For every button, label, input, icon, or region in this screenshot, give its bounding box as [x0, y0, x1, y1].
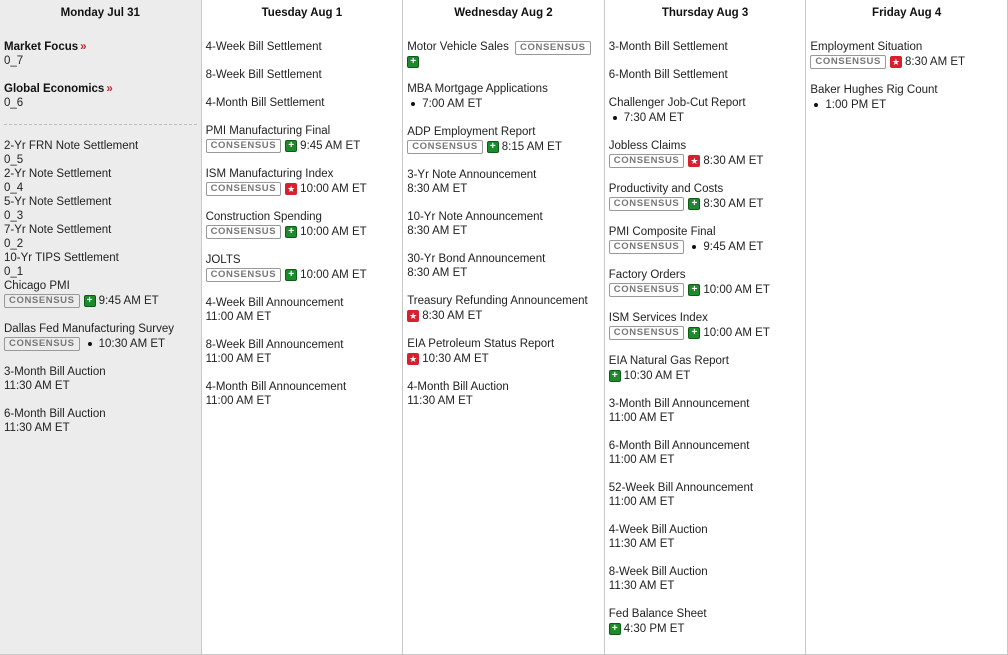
consensus-button[interactable]: CONSENSUS [609, 283, 685, 297]
event-link[interactable]: 10-Yr TIPS Settlement [4, 252, 119, 264]
event-item [206, 338, 403, 366]
event-item [206, 68, 403, 82]
event-link[interactable]: 3-Month Bill Announcement [608, 398, 750, 410]
event-item [609, 481, 806, 509]
event-time: 11:00 AM ET [608, 412, 675, 424]
consensus-button[interactable]: CONSENSUS [206, 139, 282, 153]
consensus-button[interactable]: CONSENSUS [609, 197, 685, 211]
market-focus-link[interactable]: Market Focus [4, 41, 79, 53]
event-link[interactable]: Construction Spending [205, 211, 322, 223]
event-link[interactable]: Factory Orders [608, 269, 686, 281]
event-item [810, 83, 1007, 112]
section-count: 0_6 [4, 97, 24, 109]
event-link[interactable]: 4-Week Bill Announcement [205, 297, 344, 309]
divider [4, 124, 197, 125]
event-item [609, 182, 806, 211]
event-link[interactable]: Productivity and Costs [608, 183, 724, 195]
event-time: 11:00 AM ET [205, 311, 272, 323]
event-link[interactable]: 4-Week Bill Settlement [205, 41, 322, 53]
event-item [609, 68, 806, 82]
event-item [407, 82, 604, 111]
event-time: 8:30 AM ET [407, 183, 468, 195]
consensus-button[interactable]: CONSENSUS [206, 182, 282, 196]
event-link[interactable]: ADP Employment Report [407, 126, 536, 138]
chevron-right-icon: » [80, 41, 87, 53]
event-item [206, 296, 403, 324]
event-link[interactable]: ISM Manufacturing Index [205, 168, 334, 180]
event-item [206, 210, 403, 239]
event-link[interactable]: Chicago PMI [4, 280, 70, 292]
plus-icon: + [609, 370, 621, 382]
event-item [4, 279, 201, 308]
event-link[interactable]: JOLTS [205, 254, 241, 266]
event-link[interactable]: 8-Week Bill Settlement [205, 69, 322, 81]
event-item [407, 252, 604, 280]
event-time: 8:30 AM ET [407, 267, 468, 279]
section-count: 0_7 [4, 55, 24, 67]
event-count: 0_5 [4, 154, 24, 166]
day-column-wednesday [403, 0, 605, 655]
event-time: 9:45 AM ET [300, 140, 361, 152]
consensus-button[interactable]: CONSENSUS [407, 140, 483, 154]
event-time: 10:30 AM ET [422, 353, 489, 365]
event-time: 8:15 AM ET [501, 141, 562, 153]
event-time: 9:45 AM ET [703, 241, 764, 253]
event-item [609, 565, 806, 593]
event-link[interactable]: Dallas Fed Manufacturing Survey [4, 323, 175, 335]
settlement-list [4, 139, 201, 279]
event-time: 10:30 AM ET [98, 338, 166, 350]
event-link[interactable]: 3-Month Bill Auction [4, 366, 106, 378]
day-column-tuesday [202, 0, 404, 655]
consensus-button[interactable]: CONSENSUS [609, 240, 685, 254]
event-link[interactable]: Jobless Claims [608, 140, 687, 152]
event-link[interactable]: 3-Yr Note Announcement [407, 169, 537, 181]
event-time: 10:30 AM ET [623, 370, 691, 382]
event-time: 7:30 AM ET [623, 112, 684, 124]
event-link[interactable]: EIA Natural Gas Report [608, 355, 729, 367]
consensus-button[interactable]: CONSENSUS [4, 337, 80, 351]
event-link[interactable]: 6-Month Bill Announcement [608, 440, 750, 452]
event-item [609, 439, 806, 467]
event-item [407, 294, 604, 323]
plus-icon: + [688, 284, 700, 296]
bullet-icon [88, 342, 92, 346]
section-market-focus[interactable] [4, 40, 201, 68]
event-link[interactable]: 5-Yr Note Settlement [4, 196, 112, 208]
star-icon: ★ [690, 156, 699, 166]
event-link[interactable]: PMI Manufacturing Final [205, 125, 331, 137]
event-link[interactable]: 6-Month Bill Settlement [608, 69, 728, 81]
bullet-icon [814, 103, 818, 107]
plus-icon: + [407, 56, 419, 68]
event-link[interactable]: Employment Situation [810, 41, 923, 53]
event-item [407, 380, 604, 408]
event-link[interactable]: 3-Month Bill Settlement [608, 41, 728, 53]
event-item [609, 96, 806, 125]
event-item [609, 139, 806, 168]
consensus-button[interactable]: CONSENSUS [4, 294, 80, 308]
event-item [810, 40, 1007, 69]
consensus-button[interactable]: CONSENSUS [609, 326, 685, 340]
event-time: 8:30 AM ET [407, 225, 468, 237]
event-item [206, 124, 403, 153]
event-item [206, 96, 403, 110]
event-link[interactable]: Challenger Job-Cut Report [608, 97, 746, 109]
event-item [407, 337, 604, 366]
event-count: 0_3 [4, 210, 24, 222]
event-link[interactable]: 4-Month Bill Auction [407, 381, 509, 393]
event-time: 11:00 AM ET [608, 454, 675, 466]
plus-icon: + [688, 327, 700, 339]
event-link[interactable]: 7-Yr Note Settlement [4, 224, 112, 236]
event-time: 8:30 AM ET [904, 56, 966, 68]
star-icon: ★ [409, 311, 418, 321]
event-time: 10:00 AM ET [300, 226, 367, 238]
event-time: 1:00 PM ET [825, 99, 887, 111]
day-header: Wednesday Aug 2 [454, 7, 553, 19]
event-item [407, 40, 604, 68]
event-link[interactable]: 52-Week Bill Announcement [608, 482, 754, 494]
event-time: 11:30 AM ET [608, 580, 675, 592]
day-column-monday [0, 0, 202, 655]
event-item [609, 268, 806, 297]
event-link[interactable]: 4-Month Bill Settlement [205, 97, 325, 109]
star-icon: ★ [891, 57, 900, 67]
event-item [609, 311, 806, 340]
event-link[interactable]: PMI Composite Final [608, 226, 716, 238]
event-item [609, 354, 806, 383]
star-icon: ★ [409, 354, 418, 364]
event-item [206, 380, 403, 408]
event-time: 8:30 AM ET [703, 198, 764, 210]
section-global-economics[interactable] [4, 82, 201, 110]
plus-icon: + [285, 269, 297, 281]
event-link[interactable]: Treasury Refunding Announcement [407, 295, 588, 307]
day-header: Thursday Aug 3 [661, 7, 749, 19]
event-time: 9:45 AM ET [98, 295, 159, 307]
event-link[interactable]: ISM Services Index [608, 312, 708, 324]
event-item [407, 125, 604, 154]
event-link[interactable]: 30-Yr Bond Announcement [407, 253, 546, 265]
event-link[interactable]: MBA Mortgage Applications [407, 83, 548, 95]
day-column-thursday [605, 0, 807, 655]
event-time: 11:30 AM ET [4, 380, 70, 392]
event-link[interactable]: 8-Week Bill Auction [608, 566, 708, 578]
star-icon: ★ [287, 184, 296, 194]
plus-icon: + [609, 623, 621, 635]
event-item [206, 40, 403, 54]
plus-icon: + [487, 141, 499, 153]
event-time: 10:00 AM ET [703, 284, 770, 296]
bullet-icon [613, 116, 617, 120]
event-time: 7:00 AM ET [422, 98, 483, 110]
event-time: 11:30 AM ET [608, 538, 675, 550]
consensus-button[interactable]: CONSENSUS [206, 225, 282, 239]
event-link[interactable]: 8-Week Bill Announcement [205, 339, 344, 351]
event-link[interactable]: 4-Week Bill Auction [608, 524, 708, 536]
event-time: 11:00 AM ET [608, 496, 675, 508]
day-header: Tuesday Aug 1 [261, 7, 343, 19]
day-header: Friday Aug 4 [872, 7, 942, 19]
day-header: Monday Jul 31 [60, 7, 140, 19]
global-economics-link[interactable]: Global Economics [4, 83, 105, 95]
event-time: 10:00 AM ET [703, 327, 770, 339]
event-item [609, 397, 806, 425]
event-time: 4:30 PM ET [623, 623, 685, 635]
event-item [609, 225, 806, 254]
event-item [407, 168, 604, 196]
event-time: 11:00 AM ET [205, 353, 272, 365]
plus-icon: + [285, 226, 297, 238]
event-link[interactable]: 6-Month Bill Auction [4, 408, 106, 420]
consensus-button[interactable]: CONSENSUS [206, 268, 282, 282]
consensus-button[interactable]: CONSENSUS [515, 41, 591, 55]
event-time: 11:30 AM ET [407, 395, 473, 407]
event-link[interactable]: Fed Balance Sheet [608, 608, 707, 620]
event-time: 11:00 AM ET [205, 395, 272, 407]
event-item [4, 407, 201, 435]
bullet-icon [411, 102, 415, 106]
event-link[interactable]: 2-Yr Note Settlement [4, 168, 112, 180]
event-item [206, 253, 403, 282]
event-item [609, 607, 806, 636]
event-link[interactable]: 10-Yr Note Announcement [407, 211, 543, 223]
event-link[interactable]: 2-Yr FRN Note Settlement [4, 140, 139, 152]
consensus-button[interactable]: CONSENSUS [609, 154, 685, 168]
event-link[interactable]: Motor Vehicle Sales [407, 41, 509, 53]
event-item [206, 167, 403, 196]
event-time: 10:00 AM ET [300, 269, 367, 281]
event-time: 8:30 AM ET [703, 155, 764, 167]
bullet-icon [692, 245, 696, 249]
event-count: 0_1 [4, 266, 24, 278]
event-time: 8:30 AM ET [422, 310, 483, 322]
plus-icon: + [84, 295, 96, 307]
event-item [609, 523, 806, 551]
plus-icon: + [285, 140, 297, 152]
event-count: 0_4 [4, 182, 24, 194]
event-item [4, 365, 201, 393]
event-item [609, 40, 806, 54]
event-link[interactable]: Baker Hughes Rig Count [810, 84, 938, 96]
plus-icon: + [688, 198, 700, 210]
event-item [407, 210, 604, 238]
day-column-friday [806, 0, 1008, 655]
event-item [4, 322, 201, 351]
chevron-right-icon: » [106, 83, 113, 95]
event-count: 0_2 [4, 238, 24, 250]
event-time: 11:30 AM ET [4, 422, 70, 434]
consensus-button[interactable]: CONSENSUS [810, 55, 886, 69]
event-time: 10:00 AM ET [300, 183, 367, 195]
event-link[interactable]: EIA Petroleum Status Report [407, 338, 555, 350]
event-link[interactable]: 4-Month Bill Announcement [205, 381, 347, 393]
